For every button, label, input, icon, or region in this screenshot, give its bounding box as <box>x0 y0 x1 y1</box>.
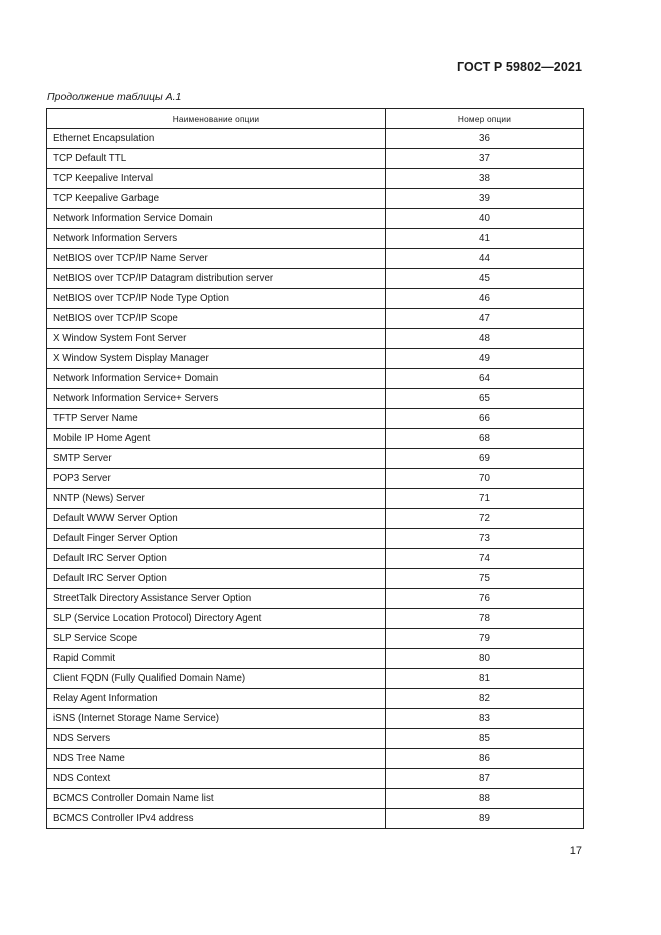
option-number-cell: 40 <box>386 209 584 229</box>
table-row <box>47 449 584 469</box>
option-number-cell: 65 <box>386 389 584 409</box>
table-body <box>47 129 584 829</box>
table-header-row <box>47 109 584 129</box>
option-name-cell: SLP (Service Location Protocol) Directory Agent <box>47 609 386 629</box>
option-name-cell: Rapid Commit <box>47 649 386 669</box>
option-number-cell: 76 <box>386 589 584 609</box>
option-name-cell: Client FQDN (Fully Qualified Domain Name) <box>47 669 386 689</box>
option-name-cell: NDS Tree Name <box>47 749 386 769</box>
option-number-cell: 82 <box>386 689 584 709</box>
option-name-cell: Ethernet Encapsulation <box>47 129 386 149</box>
table-caption: Продолжение таблицы А.1 <box>47 91 182 103</box>
table-row <box>47 149 584 169</box>
table-row <box>47 429 584 449</box>
option-name-cell: NetBIOS over TCP/IP Node Type Option <box>47 289 386 309</box>
table-row <box>47 749 584 769</box>
table-row <box>47 689 584 709</box>
option-number-cell: 41 <box>386 229 584 249</box>
document-code: ГОСТ Р 59802—2021 <box>456 60 582 74</box>
option-number-cell: 49 <box>386 349 584 369</box>
options-table <box>46 108 584 829</box>
table-row <box>47 129 584 149</box>
option-number-cell: 36 <box>386 129 584 149</box>
column-header-option-number: Номер опции <box>386 109 584 129</box>
option-name-cell: TCP Keepalive Garbage <box>47 189 386 209</box>
option-name-cell: X Window System Display Manager <box>47 349 386 369</box>
option-name-cell: Relay Agent Information <box>47 689 386 709</box>
option-name-cell: Network Information Servers <box>47 229 386 249</box>
option-number-cell: 69 <box>386 449 584 469</box>
option-name-cell: NDS Servers <box>47 729 386 749</box>
option-name-cell: Default IRC Server Option <box>47 549 386 569</box>
table-row <box>47 509 584 529</box>
table-row <box>47 709 584 729</box>
option-number-cell: 68 <box>386 429 584 449</box>
option-number-cell: 78 <box>386 609 584 629</box>
table-row <box>47 589 584 609</box>
option-name-cell: Network Information Service Domain <box>47 209 386 229</box>
option-name-cell: Default Finger Server Option <box>47 529 386 549</box>
table-row <box>47 629 584 649</box>
option-name-cell: Mobile IP Home Agent <box>47 429 386 449</box>
table-row <box>47 669 584 689</box>
option-name-cell: Default WWW Server Option <box>47 509 386 529</box>
option-name-cell: Network Information Service+ Servers <box>47 389 386 409</box>
table-row <box>47 409 584 429</box>
option-number-cell: 87 <box>386 769 584 789</box>
option-number-cell: 37 <box>386 149 584 169</box>
table-row <box>47 789 584 809</box>
option-name-cell: NDS Context <box>47 769 386 789</box>
column-header-option-name: Наименование опции <box>47 109 386 129</box>
option-number-cell: 88 <box>386 789 584 809</box>
table-row <box>47 269 584 289</box>
option-name-cell: SMTP Server <box>47 449 386 469</box>
option-name-cell: NNTP (News) Server <box>47 489 386 509</box>
option-number-cell: 44 <box>386 249 584 269</box>
option-name-cell: NetBIOS over TCP/IP Name Server <box>47 249 386 269</box>
option-number-cell: 75 <box>386 569 584 589</box>
option-name-cell: iSNS (Internet Storage Name Service) <box>47 709 386 729</box>
option-name-cell: StreetTalk Directory Assistance Server Option <box>47 589 386 609</box>
table-row <box>47 169 584 189</box>
table-row <box>47 209 584 229</box>
option-number-cell: 47 <box>386 309 584 329</box>
option-number-cell: 85 <box>386 729 584 749</box>
option-number-cell: 86 <box>386 749 584 769</box>
option-name-cell: Network Information Service+ Domain <box>47 369 386 389</box>
option-name-cell: TFTP Server Name <box>47 409 386 429</box>
table-row <box>47 229 584 249</box>
option-name-cell: NetBIOS over TCP/IP Datagram distribution server <box>47 269 386 289</box>
table-row <box>47 609 584 629</box>
table-row <box>47 289 584 309</box>
option-number-cell: 83 <box>386 709 584 729</box>
option-number-cell: 80 <box>386 649 584 669</box>
option-name-cell: X Window System Font Server <box>47 329 386 349</box>
table-row <box>47 769 584 789</box>
table-row <box>47 529 584 549</box>
option-number-cell: 71 <box>386 489 584 509</box>
option-number-cell: 45 <box>386 269 584 289</box>
table-row <box>47 649 584 669</box>
table-row <box>47 369 584 389</box>
table-row <box>47 249 584 269</box>
option-number-cell: 73 <box>386 529 584 549</box>
table-row <box>47 329 584 349</box>
table-row <box>47 349 584 369</box>
option-number-cell: 38 <box>386 169 584 189</box>
option-name-cell: POP3 Server <box>47 469 386 489</box>
table-row <box>47 489 584 509</box>
table-row <box>47 809 584 829</box>
option-number-cell: 79 <box>386 629 584 649</box>
option-name-cell: BCMCS Controller IPv4 address <box>47 809 386 829</box>
option-number-cell: 72 <box>386 509 584 529</box>
option-name-cell: Default IRC Server Option <box>47 569 386 589</box>
option-number-cell: 74 <box>386 549 584 569</box>
option-name-cell: TCP Keepalive Interval <box>47 169 386 189</box>
option-name-cell: NetBIOS over TCP/IP Scope <box>47 309 386 329</box>
option-number-cell: 81 <box>386 669 584 689</box>
page-number: 17 <box>569 845 582 857</box>
option-number-cell: 39 <box>386 189 584 209</box>
table-row <box>47 729 584 749</box>
option-name-cell: BCMCS Controller Domain Name list <box>47 789 386 809</box>
option-name-cell: TCP Default TTL <box>47 149 386 169</box>
option-number-cell: 89 <box>386 809 584 829</box>
table-row <box>47 389 584 409</box>
table-row <box>47 549 584 569</box>
table-row <box>47 309 584 329</box>
option-name-cell: SLP Service Scope <box>47 629 386 649</box>
option-number-cell: 66 <box>386 409 584 429</box>
table-row <box>47 569 584 589</box>
option-number-cell: 64 <box>386 369 584 389</box>
option-number-cell: 70 <box>386 469 584 489</box>
option-number-cell: 46 <box>386 289 584 309</box>
table-row <box>47 189 584 209</box>
table-row <box>47 469 584 489</box>
option-number-cell: 48 <box>386 329 584 349</box>
